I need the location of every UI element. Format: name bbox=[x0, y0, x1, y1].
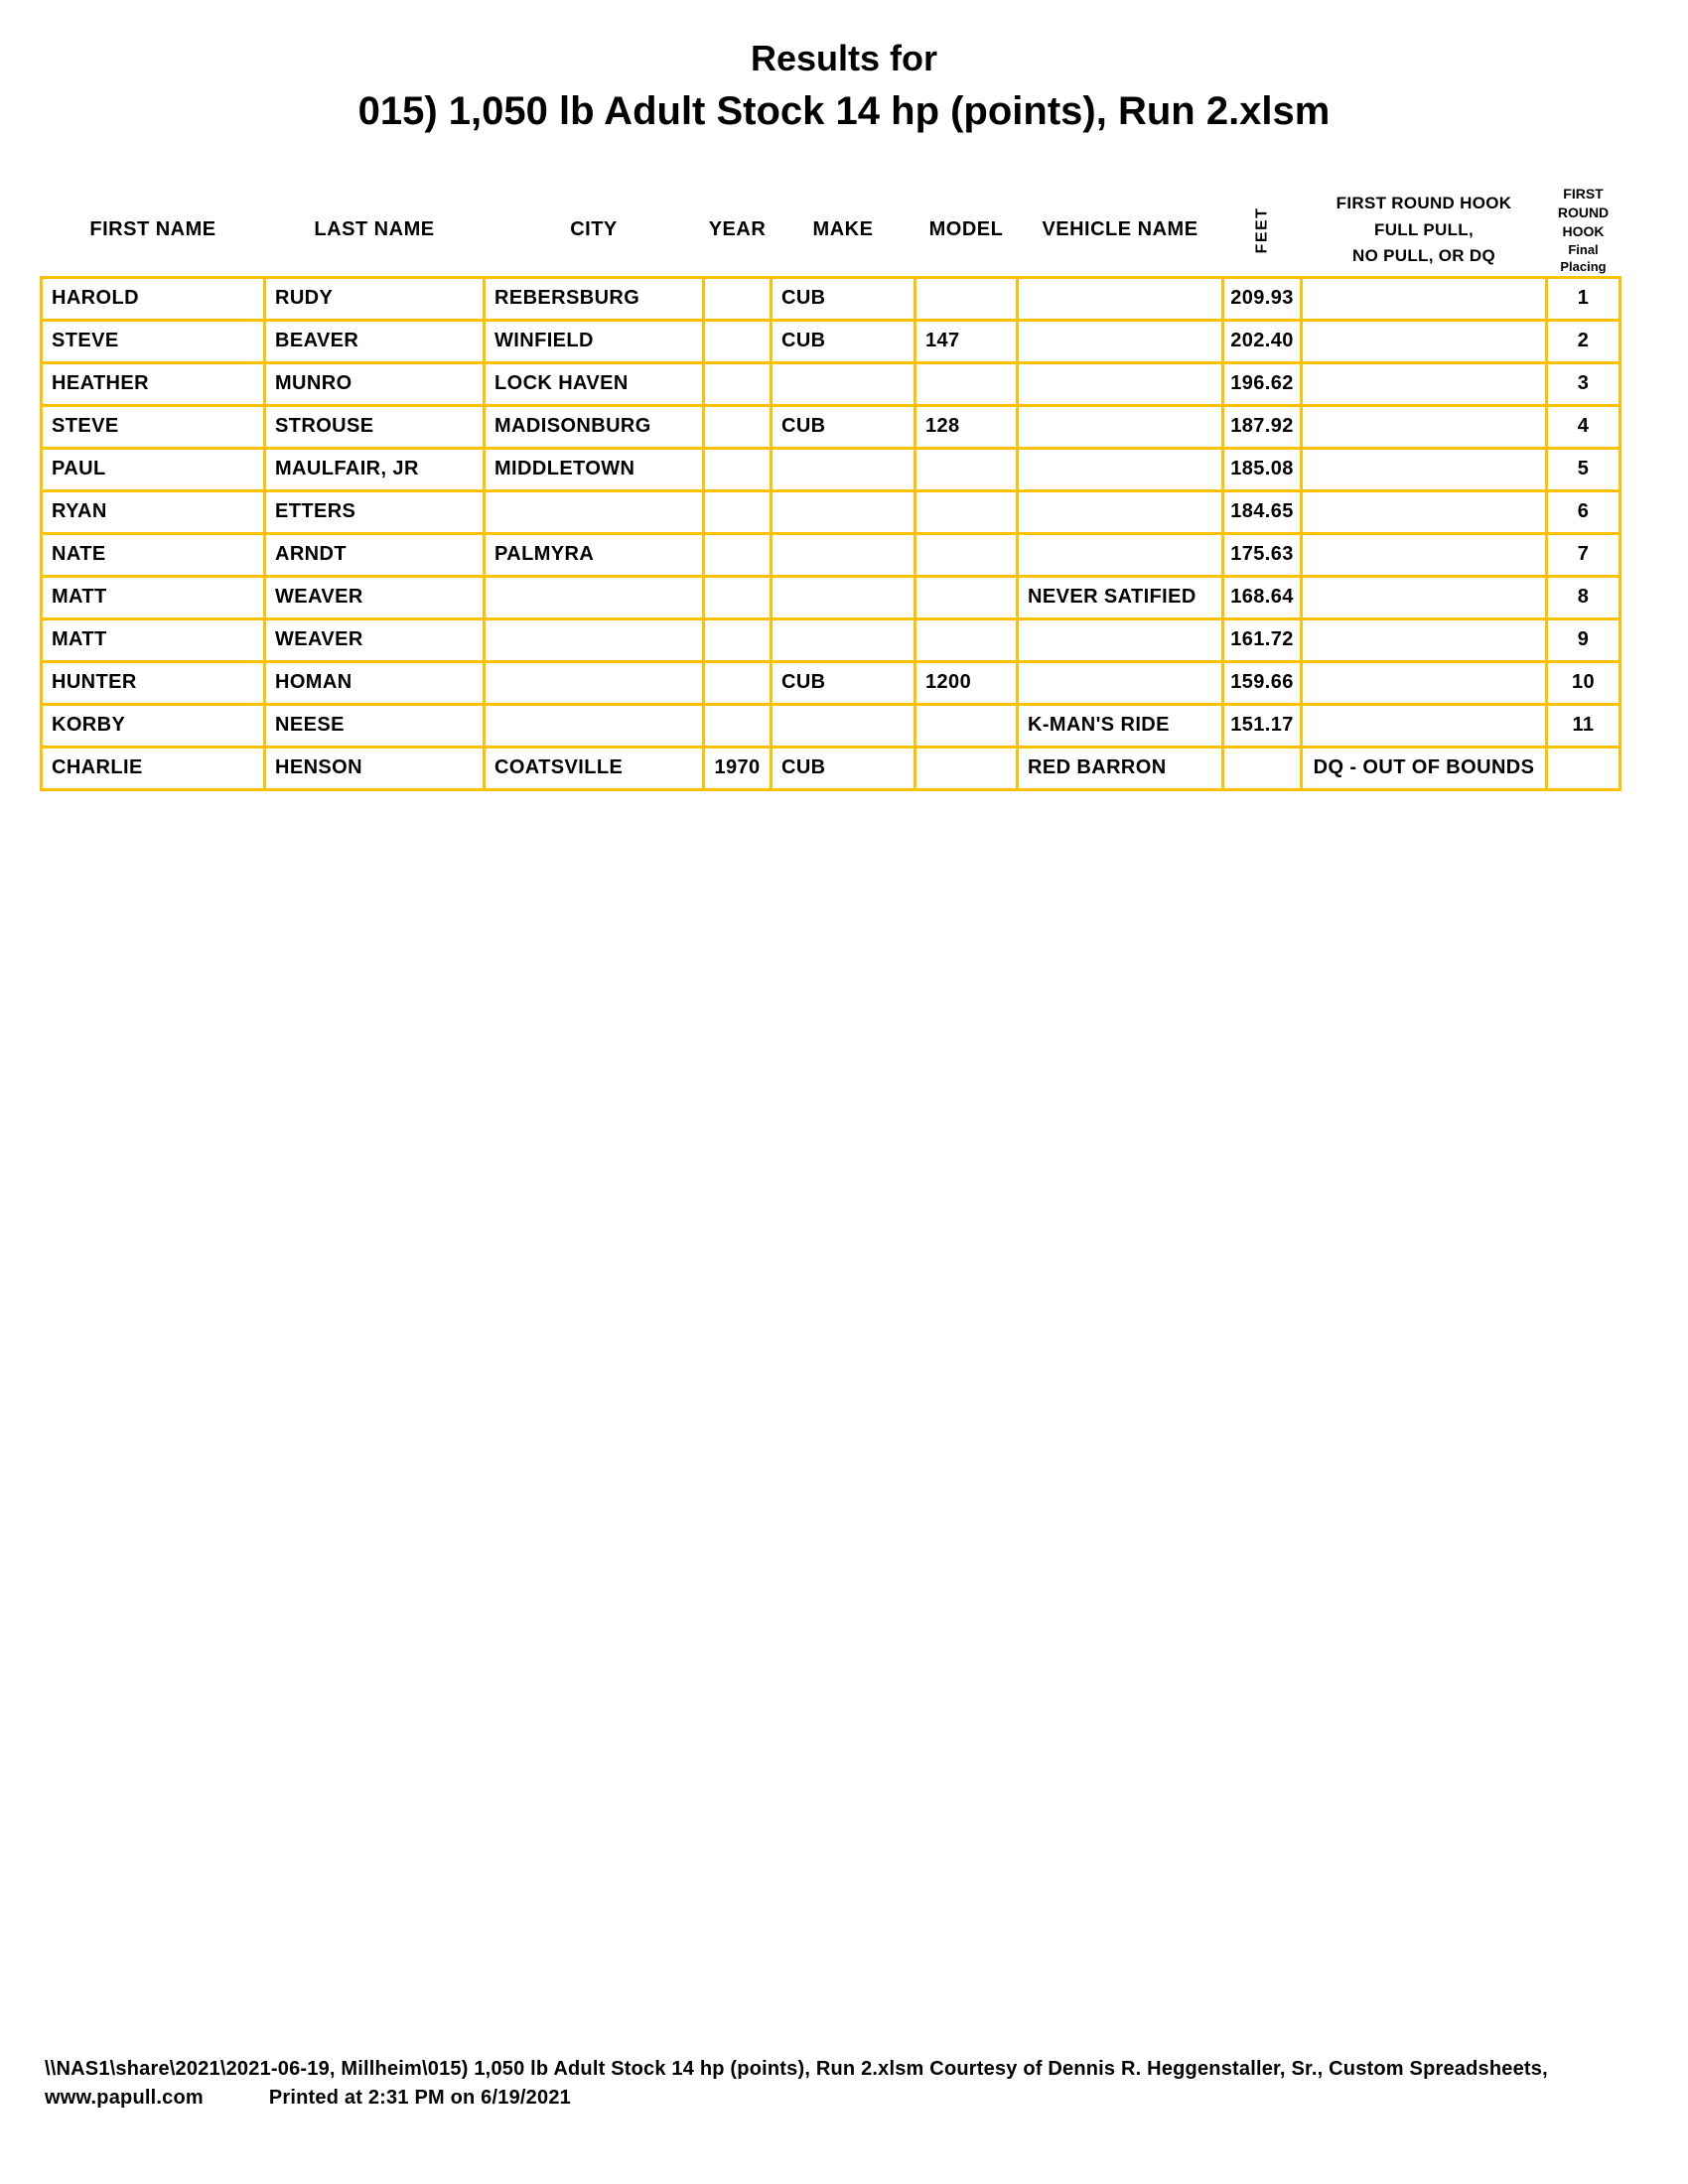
cell-final-placing: 10 bbox=[1547, 661, 1620, 704]
cell-first-name: HUNTER bbox=[42, 661, 265, 704]
cell-feet: 209.93 bbox=[1223, 277, 1302, 320]
cell-final-placing: 5 bbox=[1547, 448, 1620, 490]
header-city: CITY bbox=[570, 218, 618, 241]
table-row bbox=[42, 277, 1620, 320]
cell-final-placing bbox=[1547, 747, 1620, 789]
cell-make: CUB bbox=[772, 320, 915, 362]
cell-city: COATSVILLE bbox=[485, 747, 704, 789]
cell-city: PALMYRA bbox=[485, 533, 704, 576]
cell-final-placing: 4 bbox=[1547, 405, 1620, 448]
table-row bbox=[42, 320, 1620, 362]
footer-website: www.papull.com bbox=[45, 2087, 204, 2109]
cell-last-name: MAULFAIR, JR bbox=[265, 448, 485, 490]
results-table-header bbox=[42, 185, 1620, 277]
cell-vehicle-name bbox=[1018, 277, 1223, 320]
cell-feet: 175.63 bbox=[1223, 533, 1302, 576]
cell-first-name: RYAN bbox=[42, 490, 265, 533]
cell-make bbox=[772, 576, 915, 618]
cell-first-name: MATT bbox=[42, 576, 265, 618]
cell-last-name: NEESE bbox=[265, 704, 485, 747]
cell-feet: 196.62 bbox=[1223, 362, 1302, 405]
cell-feet: 161.72 bbox=[1223, 618, 1302, 661]
cell-feet: 151.17 bbox=[1223, 704, 1302, 747]
cell-vehicle-name bbox=[1018, 448, 1223, 490]
cell-final-placing: 1 bbox=[1547, 277, 1620, 320]
cell-first-name: STEVE bbox=[42, 405, 265, 448]
header-row bbox=[42, 185, 1620, 277]
cell-first-round-hook: DQ - OUT OF BOUNDS bbox=[1302, 747, 1547, 789]
cell-model: 128 bbox=[915, 405, 1018, 448]
cell-last-name: BEAVER bbox=[265, 320, 485, 362]
cell-city: MIDDLETOWN bbox=[485, 448, 704, 490]
cell-year bbox=[704, 320, 772, 362]
cell-year bbox=[704, 576, 772, 618]
cell-city: REBERSBURG bbox=[485, 277, 704, 320]
cell-year bbox=[704, 704, 772, 747]
cell-vehicle-name: NEVER SATIFIED bbox=[1018, 576, 1223, 618]
cell-model: 147 bbox=[915, 320, 1018, 362]
header-hook-line3: NO PULL, OR DQ bbox=[1352, 246, 1495, 266]
cell-make bbox=[772, 448, 915, 490]
cell-city bbox=[485, 661, 704, 704]
cell-vehicle-name bbox=[1018, 490, 1223, 533]
header-final-placing bbox=[1547, 185, 1620, 277]
results-table-body bbox=[42, 277, 1620, 789]
cell-model bbox=[915, 704, 1018, 747]
cell-make: CUB bbox=[772, 747, 915, 789]
header-final-line3: Final Placing bbox=[1560, 241, 1607, 275]
table-row bbox=[42, 490, 1620, 533]
cell-first-name: STEVE bbox=[42, 320, 265, 362]
title-line2: 015) 1,050 lb Adult Stock 14 hp (points), Run 2.xlsm bbox=[357, 89, 1331, 134]
cell-final-placing: 11 bbox=[1547, 704, 1620, 747]
cell-first-name: HAROLD bbox=[42, 277, 265, 320]
cell-feet: 187.92 bbox=[1223, 405, 1302, 448]
cell-last-name: STROUSE bbox=[265, 405, 485, 448]
cell-last-name: ETTERS bbox=[265, 490, 485, 533]
cell-first-round-hook bbox=[1302, 277, 1547, 320]
cell-last-name: HENSON bbox=[265, 747, 485, 789]
cell-year bbox=[704, 277, 772, 320]
header-first-round-hook bbox=[1302, 185, 1547, 277]
header-year: YEAR bbox=[708, 218, 767, 241]
cell-first-name: KORBY bbox=[42, 704, 265, 747]
cell-first-round-hook bbox=[1302, 533, 1547, 576]
cell-model bbox=[915, 277, 1018, 320]
page-footer bbox=[45, 2055, 1548, 2113]
cell-city bbox=[485, 618, 704, 661]
cell-feet: 184.65 bbox=[1223, 490, 1302, 533]
title-line1: Results for bbox=[750, 38, 938, 78]
cell-first-round-hook bbox=[1302, 576, 1547, 618]
table-row bbox=[42, 618, 1620, 661]
cell-vehicle-name bbox=[1018, 362, 1223, 405]
cell-final-placing: 3 bbox=[1547, 362, 1620, 405]
header-first-name: FIRST NAME bbox=[89, 218, 216, 241]
cell-make bbox=[772, 533, 915, 576]
cell-last-name: MUNRO bbox=[265, 362, 485, 405]
table-row bbox=[42, 747, 1620, 789]
cell-first-name: PAUL bbox=[42, 448, 265, 490]
cell-vehicle-name bbox=[1018, 661, 1223, 704]
cell-make: CUB bbox=[772, 661, 915, 704]
cell-model bbox=[915, 747, 1018, 789]
cell-final-placing: 2 bbox=[1547, 320, 1620, 362]
cell-year bbox=[704, 618, 772, 661]
cell-vehicle-name bbox=[1018, 618, 1223, 661]
cell-city bbox=[485, 576, 704, 618]
cell-city: MADISONBURG bbox=[485, 405, 704, 448]
cell-feet: 168.64 bbox=[1223, 576, 1302, 618]
cell-year bbox=[704, 533, 772, 576]
table-row bbox=[42, 448, 1620, 490]
cell-year bbox=[704, 490, 772, 533]
cell-model bbox=[915, 533, 1018, 576]
cell-first-name: CHARLIE bbox=[42, 747, 265, 789]
cell-year: 1970 bbox=[704, 747, 772, 789]
header-last-name: LAST NAME bbox=[314, 218, 435, 241]
footer-line1: \\NAS1\share\2021\2021-06-19, Millheim\015) 1,050 lb Adult Stock 14 hp (points), Run 2.xlsm Courtesy of Dennis R. Heggenstaller, Sr., Custom Spreadsheets, bbox=[45, 2058, 1548, 2080]
cell-first-round-hook bbox=[1302, 618, 1547, 661]
cell-make bbox=[772, 704, 915, 747]
page-title bbox=[0, 38, 1688, 135]
table-row bbox=[42, 405, 1620, 448]
cell-last-name: RUDY bbox=[265, 277, 485, 320]
cell-city: WINFIELD bbox=[485, 320, 704, 362]
header-hook-line2: FULL PULL, bbox=[1374, 219, 1474, 239]
cell-vehicle-name bbox=[1018, 320, 1223, 362]
cell-last-name: ARNDT bbox=[265, 533, 485, 576]
results-table bbox=[40, 185, 1621, 791]
cell-make bbox=[772, 618, 915, 661]
cell-first-name: HEATHER bbox=[42, 362, 265, 405]
cell-final-placing: 7 bbox=[1547, 533, 1620, 576]
cell-last-name: HOMAN bbox=[265, 661, 485, 704]
cell-first-round-hook bbox=[1302, 661, 1547, 704]
cell-final-placing: 8 bbox=[1547, 576, 1620, 618]
cell-final-placing: 9 bbox=[1547, 618, 1620, 661]
footer-printed-at: Printed at 2:31 PM on 6/19/2021 bbox=[268, 2087, 571, 2109]
cell-feet: 185.08 bbox=[1223, 448, 1302, 490]
cell-city bbox=[485, 704, 704, 747]
cell-first-round-hook bbox=[1302, 448, 1547, 490]
table-row bbox=[42, 661, 1620, 704]
cell-feet bbox=[1223, 747, 1302, 789]
cell-year bbox=[704, 661, 772, 704]
cell-make bbox=[772, 362, 915, 405]
cell-vehicle-name bbox=[1018, 533, 1223, 576]
header-feet bbox=[1223, 185, 1302, 277]
cell-first-name: NATE bbox=[42, 533, 265, 576]
table-row bbox=[42, 362, 1620, 405]
cell-vehicle-name bbox=[1018, 405, 1223, 448]
header-hook-line1: FIRST ROUND HOOK bbox=[1336, 194, 1512, 213]
cell-first-round-hook bbox=[1302, 405, 1547, 448]
header-make: MAKE bbox=[812, 218, 874, 241]
header-final-line1: FIRST ROUND bbox=[1557, 186, 1610, 220]
cell-city bbox=[485, 490, 704, 533]
cell-model bbox=[915, 448, 1018, 490]
cell-make: CUB bbox=[772, 277, 915, 320]
cell-feet: 202.40 bbox=[1223, 320, 1302, 362]
header-final-line2: HOOK bbox=[1562, 222, 1605, 239]
cell-make bbox=[772, 490, 915, 533]
cell-model: 1200 bbox=[915, 661, 1018, 704]
cell-vehicle-name: RED BARRON bbox=[1018, 747, 1223, 789]
footer-line2 bbox=[45, 2084, 1548, 2113]
cell-last-name: WEAVER bbox=[265, 576, 485, 618]
header-feet-label: FEET bbox=[1252, 206, 1270, 254]
cell-model bbox=[915, 576, 1018, 618]
table-row bbox=[42, 576, 1620, 618]
cell-first-name: MATT bbox=[42, 618, 265, 661]
cell-year bbox=[704, 362, 772, 405]
cell-first-round-hook bbox=[1302, 704, 1547, 747]
cell-year bbox=[704, 405, 772, 448]
cell-city: LOCK HAVEN bbox=[485, 362, 704, 405]
cell-first-round-hook bbox=[1302, 320, 1547, 362]
cell-model bbox=[915, 618, 1018, 661]
cell-vehicle-name: K-MAN'S RIDE bbox=[1018, 704, 1223, 747]
cell-model bbox=[915, 362, 1018, 405]
cell-first-round-hook bbox=[1302, 490, 1547, 533]
cell-year bbox=[704, 448, 772, 490]
cell-model bbox=[915, 490, 1018, 533]
cell-first-round-hook bbox=[1302, 362, 1547, 405]
table-row bbox=[42, 533, 1620, 576]
cell-last-name: WEAVER bbox=[265, 618, 485, 661]
cell-make: CUB bbox=[772, 405, 915, 448]
table-row bbox=[42, 704, 1620, 747]
cell-feet: 159.66 bbox=[1223, 661, 1302, 704]
header-vehicle-name: VEHICLE NAME bbox=[1042, 218, 1198, 241]
header-model: MODEL bbox=[928, 218, 1004, 241]
cell-final-placing: 6 bbox=[1547, 490, 1620, 533]
